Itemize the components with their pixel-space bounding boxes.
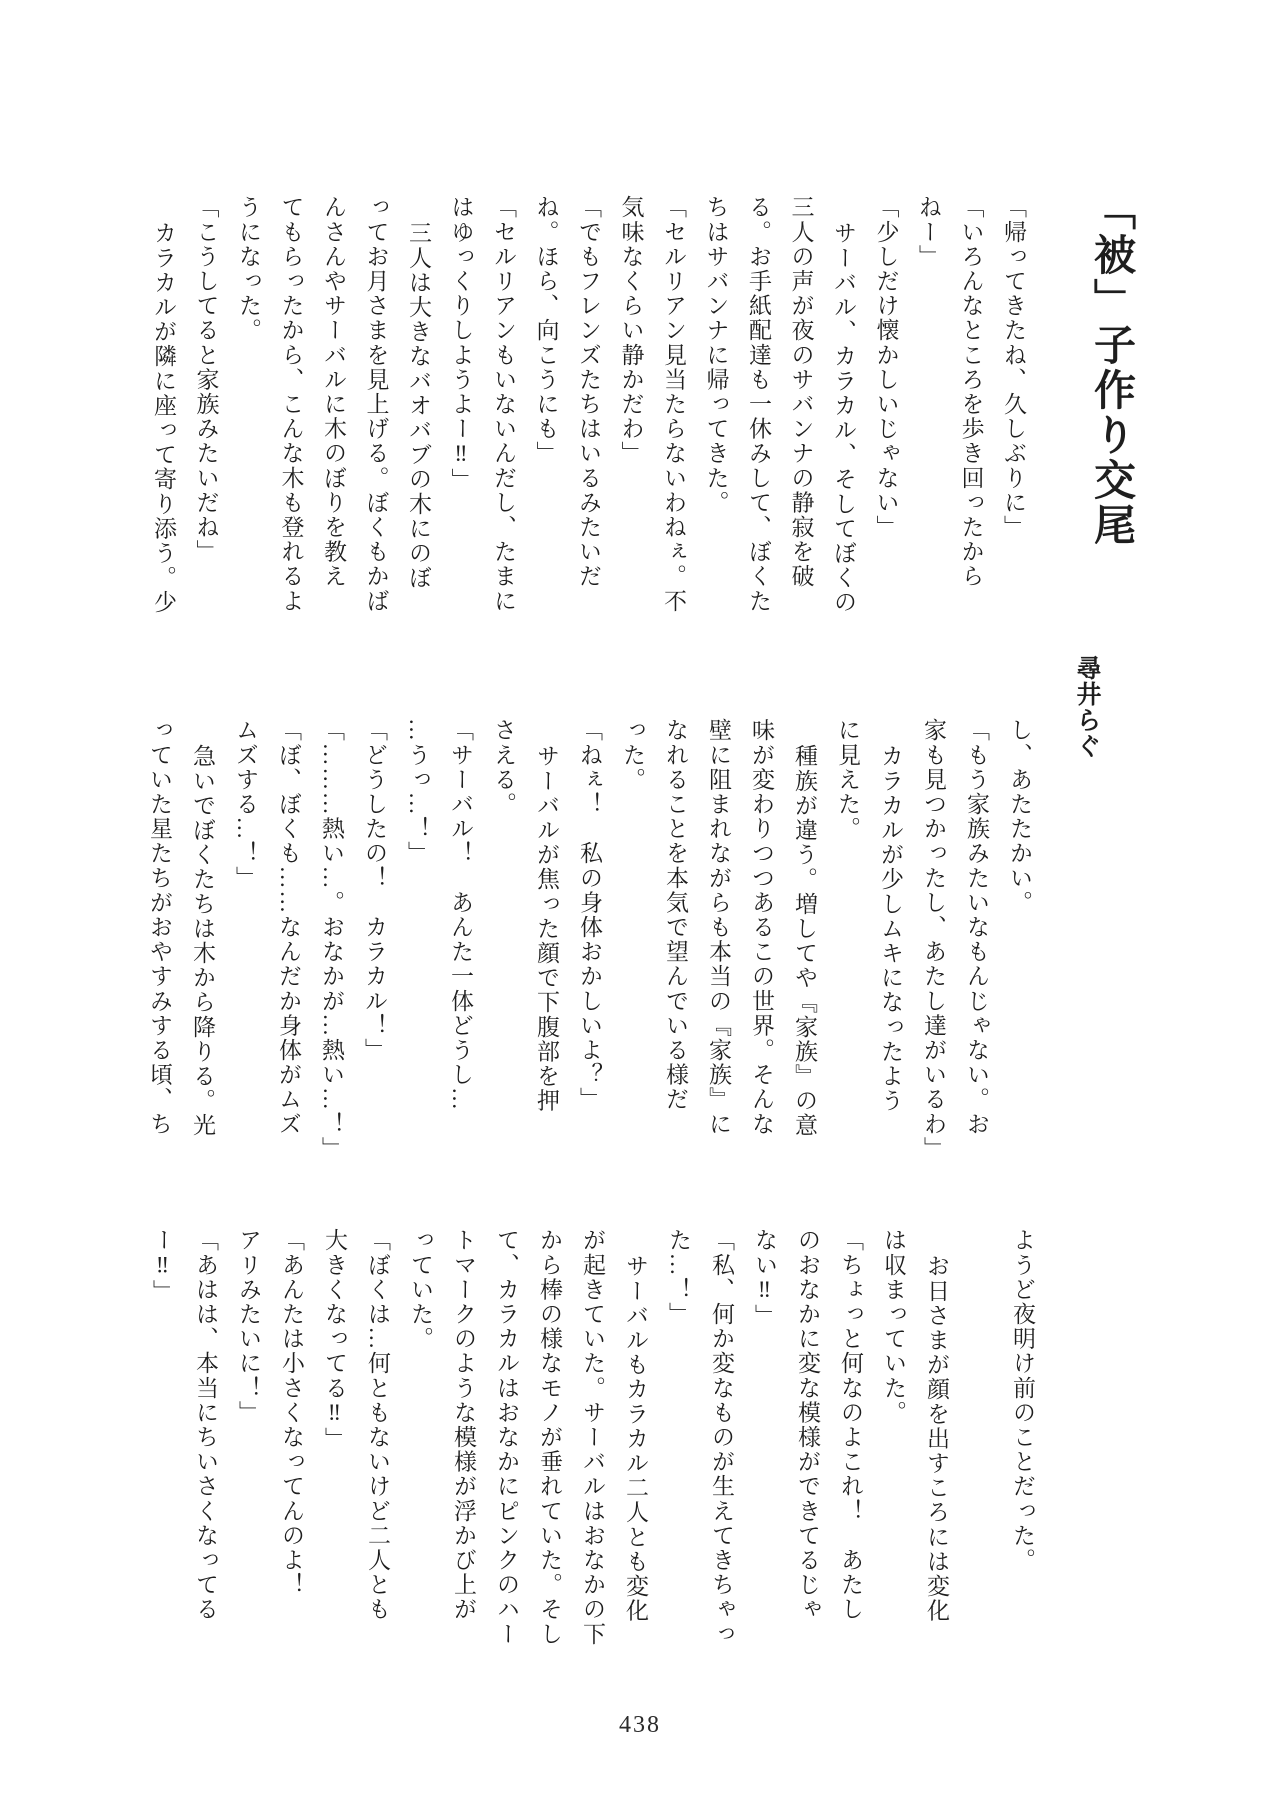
text-column: 味が変わりつつあるこの世界。そんな [749, 718, 774, 1137]
text-column: 「でもフレンズたちはいるみたいだ [576, 195, 601, 589]
page-title: 「被」子作り交尾 [1088, 188, 1134, 548]
text-column: から棒の様なモノが垂れていた。そし [537, 1228, 562, 1647]
text-column: し、あたたかい。 [1007, 718, 1032, 915]
text-column: んさんやサーバルに木のぼりを教え [321, 195, 346, 589]
text-column: 急いでぼくたちは木から降りる。光 [190, 744, 215, 1138]
text-column: てもらったから、こんな木も登れるよ [278, 195, 304, 614]
author-name: 尋井らぐ [1073, 655, 1100, 759]
text-column: 大きくなってる‼」 [322, 1228, 347, 1452]
text-column: が起きていた。サーバルはおなかの下 [580, 1228, 605, 1647]
text-column: なれることを本気で望んでいる様だ [663, 718, 688, 1112]
text-column: お日さまが顔を出すころには変化 [924, 1254, 949, 1623]
text-column: 「ぼくは…何ともないけど二人とも [365, 1228, 390, 1622]
text-column: サーバル、カラカル、そしてぼくの [831, 221, 856, 615]
text-column: ない‼」 [752, 1228, 777, 1329]
text-column: はゆっくりしようよー‼」 [448, 195, 474, 493]
text-column: さえる。 [491, 718, 516, 817]
text-column: 三人の声が夜のサバンナの静寂を破 [788, 195, 814, 589]
text-column: に見えた。 [835, 718, 860, 841]
text-column: 「セルリアン見当たらないわねぇ。不 [661, 195, 686, 614]
text-column: 「あはは、本当にちいさくなってる [193, 1228, 218, 1622]
text-column: 気味なくらい静かだわ」 [618, 195, 644, 466]
text-column: ねー」 [916, 195, 941, 269]
text-column: 「ちょっと何なのよこれ！ あたし [838, 1228, 863, 1622]
text-column: っていた星たちがおやすみする頃、ち [147, 718, 172, 1137]
text-column: ってお月さまを見上げる。ぼくもかば [363, 195, 389, 614]
text-column: 「少しだけ懐かしいじゃない」 [873, 195, 899, 540]
text-column: る。お手紙配達も一休みして、ぼくた [746, 195, 771, 614]
text-column: 「私、何か変なものが生えてきちゃっ [709, 1228, 734, 1647]
page-number: 438 [619, 1712, 661, 1738]
text-column: カラカルが隣に座って寄り添う。少 [151, 221, 176, 615]
text-column: ちはサバンナに帰ってきた。 [703, 195, 729, 515]
text-column: 「帰ってきたね、久しぶりに」 [1001, 195, 1026, 540]
text-column: 「ぼ、ぼくも……なんだか身体がムズ [276, 718, 301, 1137]
text-column: うになった。 [236, 195, 261, 343]
text-column: 「あんたは小さくなってんのよ！ [279, 1228, 304, 1597]
text-column: 壁に阻まれながらも本当の『家族』に [706, 718, 731, 1137]
text-column: ー‼」 [150, 1228, 175, 1304]
text-column: は収まっていた。 [881, 1228, 906, 1425]
text-column: 「ねぇ！ 私の身体おかしいよ？」 [577, 718, 602, 1112]
text-column: ムズする…！」 [233, 718, 258, 891]
text-column: 種族が違う。増してや『家族』の意 [792, 744, 817, 1138]
text-column: 「サーバル！ あんた一体どうし… [448, 718, 473, 1112]
text-column: 「こうしてると家族みたいだね」 [193, 195, 219, 564]
text-column: っていた。 [408, 1228, 433, 1351]
text-column: のおなかに変な模様ができてるじゃ [795, 1228, 820, 1622]
text-column: ようど夜明け前のことだった。 [1010, 1228, 1035, 1573]
text-column: 家も見つかったし、あたし達がいるわ」 [921, 718, 946, 1161]
text-column: 「どうしたの！ カラカル！」 [362, 718, 387, 1063]
text-column: 「いろんなところを歩き回ったから [958, 195, 984, 589]
text-column: 三人は大きなバオバブの木にのぼ [406, 221, 431, 590]
text-column: トマークのような模様が浮かび上が [451, 1228, 476, 1622]
text-column: ね。ほら、向こうにも」 [533, 195, 559, 466]
text-column: アリみたいに！」 [236, 1228, 261, 1425]
text-column: 「もう家族みたいなもんじゃない。お [964, 718, 989, 1137]
text-column: カラカルが少しムキになったよう [878, 744, 903, 1113]
text-column: て、カラカルはおなかにピンクのハー [494, 1228, 519, 1647]
text-column: …うっ…！」 [405, 718, 430, 866]
text-column: った。 [620, 718, 645, 792]
text-column: サーバルもカラカル二人とも変化 [623, 1254, 648, 1623]
text-column: 「………熱い…。おなかが…熱い…！」 [319, 718, 344, 1161]
text-column: 「セルリアンもいないんだし、たまに [491, 195, 516, 614]
text-column: た…！」 [666, 1228, 691, 1327]
text-column: サーバルが焦った顔で下腹部を押 [534, 744, 559, 1113]
